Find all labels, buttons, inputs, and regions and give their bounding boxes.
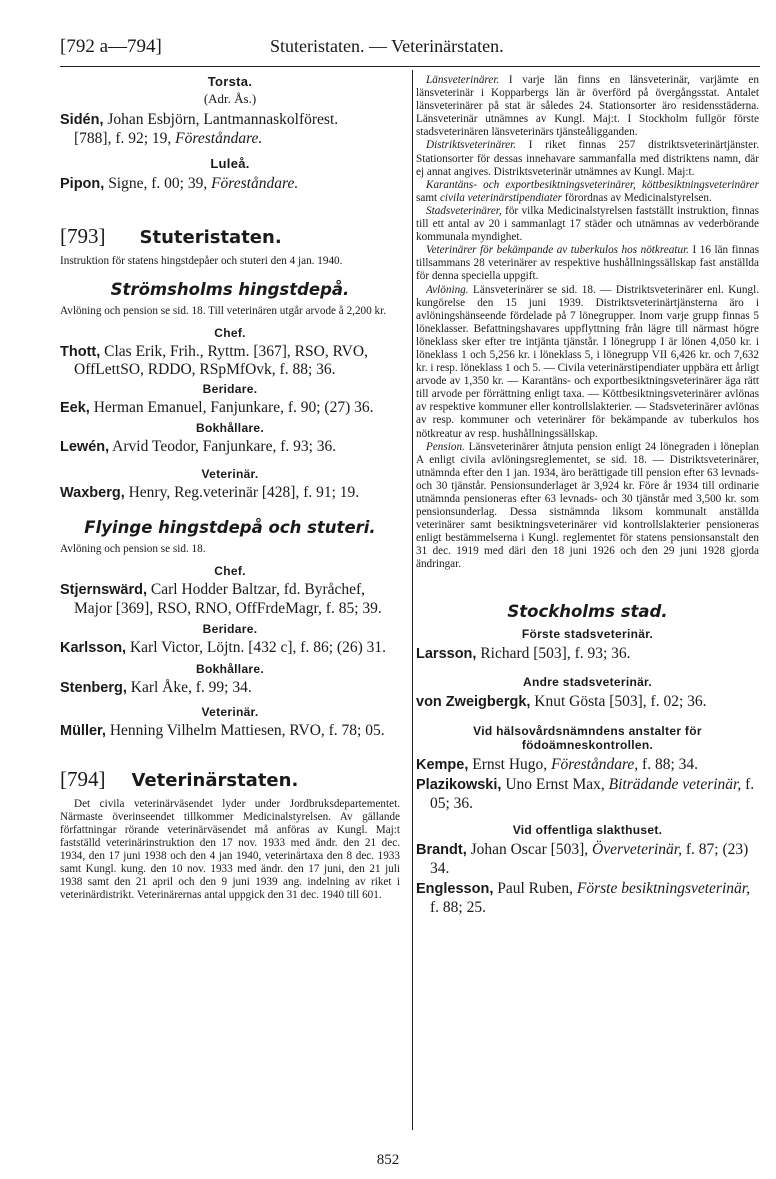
section-heading bbox=[60, 224, 400, 249]
subsection-title: Flyinge hingstdepå och stuteri. bbox=[84, 518, 376, 538]
person-details: [788], f. 92; 19, bbox=[74, 129, 176, 147]
person-details: f. 88; 34. bbox=[638, 755, 699, 773]
paragraph-lead: Länsveterinärer. bbox=[426, 74, 500, 86]
person-details: Karl Åke, f. 99; 34. bbox=[126, 678, 252, 696]
person-details: Uno Ernst Max, bbox=[501, 776, 609, 794]
person-role: Överveterinär, bbox=[592, 841, 682, 859]
person-name: Waxberg, bbox=[60, 484, 125, 501]
person-name: Kempe, bbox=[416, 756, 469, 773]
person-entry bbox=[416, 776, 759, 813]
paragraph-lead: Veterinärer för bekämpande av tuberkulos hos nötkreatur. bbox=[426, 244, 689, 257]
person-name: Lewén, bbox=[60, 439, 110, 456]
section-intro: Det civila veterinärväsendet lyder under Jordbruksdepartementet. Närmaste överinseendet tillkommer Medicinalstyrelsen. Av gällande författningar rörande veterinärväsendet må anföras av Kungl. Maj:t fastställd veterinärinstruktion den 17 nov. 1933 med ändr. den 21 dec. 1934, den 17 juni 1938 och den 4 jan 1940, veterinärtaxa den 8 dec. 1933 samt Kungl. kung. den 10 nov. 1933 med ändr. den 17 juni, den 21 juli 1938 samt den 21 april och den 9 juni 1939 ang. indelning av riket i veterinärdistrikt. Veterinärernas antal uppgick den 31 dec. 1940 till 601. bbox=[60, 797, 400, 902]
person-details: Henry, Reg.veterinär [428], f. 91; 19. bbox=[124, 483, 360, 501]
subsection-note: Avlöning och pension se sid. 18. Till veterinären utgår arvode å 2,200 kr. bbox=[60, 304, 387, 317]
person-name: Stjernswärd, bbox=[60, 582, 148, 599]
subsection-note: Avlöning och pension se sid. 18. bbox=[60, 543, 206, 556]
role-heading: Chef. bbox=[214, 325, 246, 340]
person-details: Richard [503], f. 93; 36. bbox=[476, 644, 631, 662]
person-entry bbox=[60, 399, 400, 418]
role-heading: Beridare. bbox=[202, 381, 258, 396]
person-role: Föreståndare. bbox=[211, 175, 299, 192]
person-name: Plazikowski, bbox=[416, 777, 502, 794]
page-number: 852 bbox=[376, 1152, 400, 1168]
column-divider bbox=[412, 70, 413, 1130]
right-column bbox=[416, 74, 759, 917]
person-entry bbox=[60, 438, 400, 457]
person-entry bbox=[60, 722, 400, 741]
person-entry bbox=[416, 756, 759, 775]
role-heading: Veterinär. bbox=[201, 466, 259, 481]
person-entry bbox=[60, 581, 400, 618]
person-details: Johan Oscar [503], bbox=[466, 841, 593, 859]
section-title: Stuteristaten. bbox=[139, 226, 282, 248]
paragraph-lead: Avlöning. bbox=[426, 283, 469, 296]
subsection-title: Stockholms stad. bbox=[507, 601, 668, 621]
role-heading: Veterinär. bbox=[201, 705, 259, 720]
running-title: Stuteristaten. — Veterinärstaten. bbox=[270, 36, 504, 56]
paragraph bbox=[416, 205, 759, 244]
paragraph-text: I varje län finns en länsveterinär, varjämte en länsveterinär i Kopparbergs län är överförd på övergångsstat. Antalet länsveterinärer på stat är således 24. Stationsorter äro residensstäderna. Länsveterinär utnämnes av Kungl. Maj:t. I Stockholm fullgör förste stadsveterinären länsveterinärs tjänsteåligganden. bbox=[416, 74, 759, 139]
person-entry bbox=[60, 175, 400, 194]
paragraph-text: Länsveterinärer åtnjuta pension enligt 24 lönegraden i löneplan A enligt civila avlöningsreglementet, se sid. 18. — Distriktsveterinärer, utnämnda efter den 1 jan. 1934, äro berättigade till pension efter 63 levnads- och 30 tjänstår. Pensionsunderlaget är 3,924 kr. Före år 1934 till ordinarie utnämnda pensioneras efter 63 levnads- och 30 tjänstår med 3,500 kr. som pensionsunderlag. Dessa sistnämnda liksom kommunalt anställda veterinärer samt besiktningsveterinärer vid kontrollslakterier pensioneras enligt bestämmelserna i Kungl. reglementet för statens pensionsanstalt den 31 dec. 1919 med däri den 18 juni 1926 och den 29 juni 1928 gjorda ändringar. bbox=[416, 440, 759, 571]
person-details: Ernst Hugo, bbox=[468, 755, 552, 773]
person-details: Knut Gösta [503], f. 02; 36. bbox=[530, 693, 707, 711]
role-heading: Andre stadsveterinär. bbox=[522, 675, 653, 690]
paragraph-lead: Karantäns- och exportbesiktningsveterinärer, köttbesiktningsveterinärer bbox=[426, 178, 759, 191]
header-rule bbox=[60, 66, 760, 67]
person-entry bbox=[416, 880, 759, 917]
role-heading: Förste stadsveterinär. bbox=[521, 626, 654, 641]
person-name: Müller, bbox=[60, 723, 106, 740]
person-details: Clas Erik, Frih., Ryttm. [367], RSO, RVO, OffLettSO, RDDO, RSpMfOvk, f. 88; 36. bbox=[74, 342, 368, 379]
role-heading: Bokhållare. bbox=[196, 421, 264, 436]
role-heading: Bokhållare. bbox=[196, 661, 264, 676]
role-heading: Chef. bbox=[214, 564, 246, 579]
person-entry bbox=[60, 343, 400, 380]
paragraph-text: för vilka Medicinalstyrelsen fastställt instruktion, finnas till ett antal av 20 i sammanlagt 17 städer och utnämnas av vederbörande kommunala myndighet. bbox=[416, 204, 759, 244]
person-name: Larsson, bbox=[416, 645, 477, 662]
page-range: [792 a—794] bbox=[60, 36, 162, 57]
paragraph-lead: Pension. bbox=[426, 440, 465, 453]
section-number: [793] bbox=[60, 223, 106, 248]
person-name: Englesson, bbox=[416, 881, 494, 898]
person-name: Pipon, bbox=[60, 176, 105, 192]
person-name: Karlsson, bbox=[60, 640, 127, 657]
paragraph-lead: Stadsveterinärer, bbox=[426, 204, 502, 217]
paragraph-text: I 16 län finnas tillsammans 28 veterinärer av respektive hushållningssällskap fast anställda för denna speciella uppgift. bbox=[416, 244, 759, 283]
person-name: Thott, bbox=[60, 343, 101, 360]
paragraph-text: förordnas av Medicinalstyrelsen. bbox=[562, 191, 712, 204]
person-details: Johan Esbjörn, Lantmannaskolförest. bbox=[103, 111, 339, 128]
paragraph-text: I riket finnas 257 distriktsveterinärtjänster. Stationsorter för dessas innehavare sammanfalla med distriktens namn, där ej annat angives. Distriktsveterinär utnämnes av Kungl. Maj:t. bbox=[416, 139, 759, 178]
person-details: Herman Emanuel, Fanjunkare, f. 90; (27) 36. bbox=[89, 398, 374, 416]
person-role: Föreståndare. bbox=[175, 129, 263, 147]
person-name: von Zweigbergk, bbox=[416, 694, 531, 711]
person-details: f. 05; 36. bbox=[430, 776, 755, 812]
subsection-title: Strömsholms hingstdepå. bbox=[110, 279, 350, 299]
person-name: Eek, bbox=[60, 399, 90, 416]
paragraph bbox=[416, 179, 759, 205]
section-number: [794] bbox=[60, 766, 106, 791]
paragraph-lead: civila veterinärstipendiater bbox=[439, 191, 563, 204]
paragraph bbox=[416, 441, 759, 572]
person-details: Henning Vilhelm Mattiesen, RVO, f. 78; 05. bbox=[105, 722, 385, 740]
role-heading: Vid offentliga slakthuset. bbox=[512, 823, 663, 838]
person-entry bbox=[416, 693, 759, 712]
person-details: Carl Hodder Baltzar, fd. Byråchef, Major [369], RSO, RNO, OffFrdeMagr, f. 85; 39. bbox=[74, 581, 382, 617]
person-name: Stenberg, bbox=[60, 679, 127, 696]
person-entry bbox=[416, 841, 759, 878]
left-column bbox=[60, 74, 400, 903]
person-details: Arvid Teodor, Fanjunkare, f. 93; 36. bbox=[109, 438, 337, 456]
paragraph-text: Länsveterinärer se sid. 18. — Distriktsveterinärer enl. Kungl. kungörelse den 15 juni 1939. Distriktsveterinärtjänsterna äro i avlöningshänseende fördelade på 7 lönegrupper. Inom varje grupp finnas 5 löneklasser. Befattningshavares uppflyttning från lägre till närmast högre löneklass sker efter tre intjänta tjänstår. I lönegrupp I är lönen 4,050 kr. i löneklass 1 och 5,256 kr. i löneklass 5, i lönegrupp VII 6,426 kr. och 7,632 kr. i resp. löneklass 1 och 5. — Civila veterinärstipendiater uppbära ett årligt arvode av 1,350 kr. — Karantäns- och exportbesiktningsveterinärer äga rätt till arvode per förrättning enligt taxa. — Köttbesiktningsveterinärer avlönas av respektive kommuner eller kontrollslakterier. — Stadsveterinärer avlönas av resp. kommuner och veterinärer för bekämpande av tuberkulos hos nötkreatur av resp. hushållningssällskap. bbox=[416, 283, 759, 440]
place-heading: Luleå. bbox=[210, 156, 250, 171]
person-details: f. 87; (23) 34. bbox=[430, 841, 749, 877]
person-name: Brandt, bbox=[416, 842, 467, 859]
person-entry bbox=[60, 111, 400, 148]
person-entry bbox=[60, 679, 400, 698]
person-entry bbox=[416, 645, 759, 664]
person-entry bbox=[60, 484, 400, 503]
paragraph bbox=[416, 284, 759, 441]
paragraph bbox=[416, 244, 759, 283]
person-details: Signe, f. 00; 39, bbox=[104, 175, 212, 192]
person-details: f. 88; 25. bbox=[430, 898, 486, 916]
address: (Adr. Ås.) bbox=[203, 91, 257, 106]
person-role: Biträdande veterinär, bbox=[608, 776, 742, 794]
paragraph-text: samt bbox=[416, 191, 440, 204]
paragraph bbox=[416, 74, 759, 139]
person-details: Paul Ruben, bbox=[493, 880, 577, 898]
paragraph bbox=[416, 139, 759, 178]
section-heading bbox=[60, 767, 400, 792]
person-details: Karl Victor, Löjtn. [432 c], f. 86; (26) 31. bbox=[126, 639, 386, 657]
paragraph-lead: Distriktsveterinärer. bbox=[426, 139, 517, 152]
person-entry bbox=[60, 639, 400, 658]
role-heading: Vid hälsovårdsnämndens anstalter för födoämneskontrollen. bbox=[473, 723, 702, 752]
section-title: Veterinärstaten. bbox=[131, 769, 299, 791]
person-name: Sidén, bbox=[60, 112, 104, 128]
person-role: Förste besiktningsveterinär, bbox=[576, 880, 750, 898]
person-role: Föreståndare, bbox=[551, 755, 639, 773]
place-heading: Torsta. bbox=[207, 74, 253, 89]
role-heading: Beridare. bbox=[202, 622, 258, 637]
section-intro: Instruktion för statens hingstdepåer och stuteri den 4 jan. 1940. bbox=[60, 254, 343, 267]
